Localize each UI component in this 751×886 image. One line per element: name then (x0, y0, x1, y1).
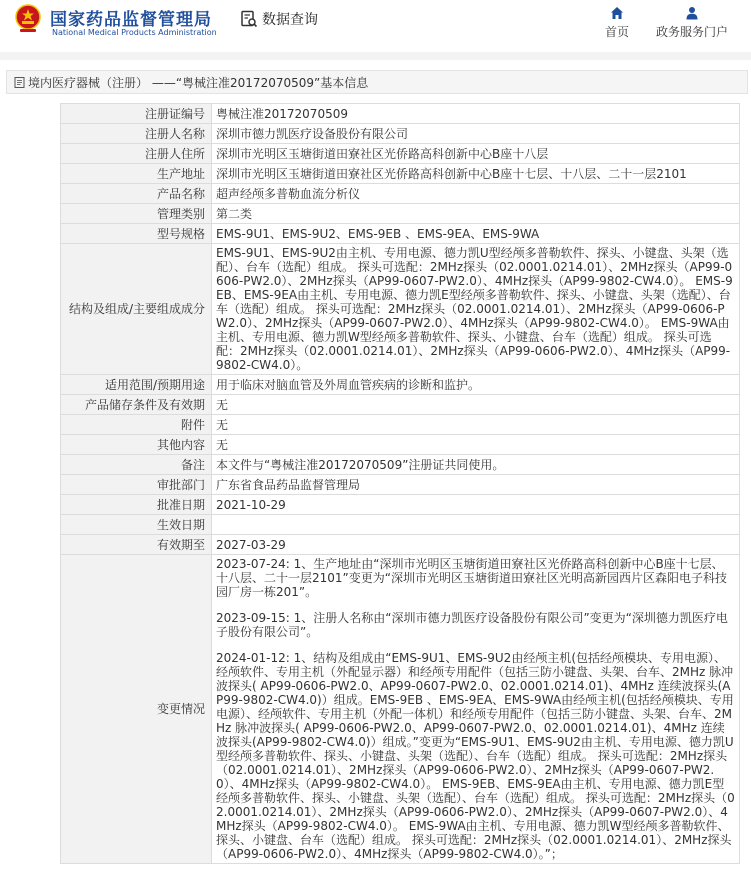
attachments: 无 (212, 415, 740, 435)
table-row (61, 144, 740, 164)
field-label: 注册证编号 (61, 104, 212, 124)
field-label: 批准日期 (61, 495, 212, 515)
table-row (61, 224, 740, 244)
brand-title-cn[interactable]: 国家药品监督管理局 (50, 10, 212, 30)
field-label: 结构及组成/主要组成成分 (61, 244, 212, 375)
table-row (61, 495, 740, 515)
field-label: 有效期至 (61, 535, 212, 555)
field-label: 产品储存条件及有效期 (61, 395, 212, 415)
storage-conditions: 无 (212, 395, 740, 415)
user-icon (685, 6, 699, 20)
table-row (61, 124, 740, 144)
production-address: 深圳市光明区玉塘街道田寮社区光侨路高科创新中心B座十七层、十八层、二十一层2101 (212, 164, 740, 184)
data-query-link[interactable] (240, 9, 318, 29)
product-name: 超声经颅多普勒血流分析仪 (212, 184, 740, 204)
table-row (61, 555, 740, 864)
field-label: 生产地址 (61, 164, 212, 184)
management-class: 第二类 (212, 204, 740, 224)
structure-composition: EMS-9U1、EMS-9U2由主机、专用电源、德力凯U型经颅多普勒软件、探头、小键盘、头架（选配）、台车（选配）组成。 探头可选配：2MHz探头（02.0001.0214.01）、2MHz探头（AP99-0606-PW2.0）、2MHz探头（AP99-0607-PW2.0）、4MHz探头（AP99-9802-CW4.0）。 EMS-9EB、EMS-9EA由主机、专用电源、德力凯E型经颅多普勒软件、探头、小键盘、头架（选配）、台车（选配）组成。 探头可选配：2MHz探头（02.0001.0214.01）、2MHz探头（AP99-0606-PW2.0）、2MHz探头（AP99-0607-PW2.0）、4MHz探头（AP99-9802-CW4.0）。 EMS-9WA由主机、专用电源、德力凯W型经颅多普勒软件、探头、小键盘、台车（选配）组成。 探头可选配：2MHz探头（02.0001.0214.01）、2MHz探头（AP99-0606-PW2.0）、4MHz探头（AP99-9802-CW4.0）。 (212, 244, 740, 375)
registrant-address: 深圳市光明区玉塘街道田寮社区光侨路高科创新中心B座十八层 (212, 144, 740, 164)
table-row (61, 104, 740, 124)
table-row (61, 204, 740, 224)
table-row (61, 164, 740, 184)
table-row (61, 435, 740, 455)
document-icon (14, 77, 25, 88)
table-row (61, 455, 740, 475)
data-query-label: 数据查询 (262, 12, 318, 28)
expiry-date: 2027-03-29 (212, 535, 740, 555)
change-entry: 2023-09-15: 1、注册人名称由“深圳市德力凯医疗设备股份有限公司”变更为“深圳德力凯医疗电子股份有限公司”。 (216, 611, 728, 639)
nav-service-label: 政务服务门户 (655, 25, 728, 39)
field-label: 产品名称 (61, 184, 212, 204)
intended-use: 用于临床对脑血管及外周血管疾病的诊断和监护。 (212, 375, 740, 395)
brand-title-en[interactable]: National Medical Products Administration (52, 28, 217, 37)
table-row (61, 415, 740, 435)
other-content: 无 (212, 435, 740, 455)
remarks: 本文件与“粤械注准20172070509”注册证共同使用。 (212, 455, 740, 475)
nav-home[interactable] (602, 6, 632, 40)
table-row (61, 184, 740, 204)
table-row (61, 244, 740, 375)
effective-date (212, 515, 740, 535)
breadcrumb (6, 70, 748, 94)
field-label: 注册人名称 (61, 124, 212, 144)
field-label: 管理类别 (61, 204, 212, 224)
change-history (212, 555, 740, 864)
breadcrumb-text: 境内医疗器械（注册） ——“粤械注准20172070509”基本信息 (28, 75, 369, 90)
nav-service-portal[interactable] (654, 6, 730, 40)
field-label: 变更情况 (61, 555, 212, 864)
table-row (61, 515, 740, 535)
field-label: 其他内容 (61, 435, 212, 455)
field-label: 审批部门 (61, 475, 212, 495)
registration-number: 粤械注准20172070509 (212, 104, 740, 124)
field-label: 注册人住所 (61, 144, 212, 164)
home-icon (610, 6, 624, 20)
table-row (61, 395, 740, 415)
table-row (61, 535, 740, 555)
change-entry: 2024-01-12: 1、结构及组成由“EMS-9U1、EMS-9U2由经颅主机(包括经颅模块、专用电源）、经颅软件、专用主机（外配显示器）和经颅专用配件（包括三防小键盘、头架、台车、2MHz 脉冲波探头( AP99-0606-PW2.0、AP99-0607-PW2.0、02.0001.0214.01)、4MHz 连续波探头(AP99-9802-CW4.0)）组成。EMS-9EB 、EMS-9EA、EMS-9WA由经颅主机(包括经颅模块、专用电源）、经颅软件、专用主机（外配一体机）和经颅专用配件（包括三防小键盘、头架、台车、2MHz 脉冲波探头( AP99-0606-PW2.0、AP99-0607-PW2.0、02.0001.0214.01)、4MHz 连续波探头(AP99-9802-CW4.0)）组成。”变更为“EMS-9U1、EMS-9U2由主机、专用电源、德力凯U型经颅多普勒软件、探头、小键盘、头架（选配）、台车（选配）组成。 探头可选配：2MHz探头（02.0001.0214.01）、2MHz探头（AP99-0606-PW2.0）、2MHz探头（AP99-0607-PW2.0）、4MHz探头（AP99-9802-CW4.0）。 EMS-9EB、EMS-9EA由主机、专用电源、德力凯E型经颅多普勒软件、探头、小键盘、头架（选配）、台车（选配）组成。 探头可选配：2MHz探头（02.0001.0214.01）、2MHz探头（AP99-0606-PW2.0）、2MHz探头（AP99-0607-PW2.0）、4MHz探头（AP99-9802-CW4.0）。 EMS-9WA由主机、专用电源、德力凯W型经颅多普勒软件、探头、小键盘、台车（选配）组成。 探头可选配：2MHz探头（02.0001.0214.01）、2MHz探头（AP99-0606-PW2.0）、4MHz探头（AP99-9802-CW4.0）。”； (216, 651, 735, 861)
field-label: 适用范围/预期用途 (61, 375, 212, 395)
field-label: 生效日期 (61, 515, 212, 535)
table-row (61, 375, 740, 395)
table-row (61, 475, 740, 495)
field-label: 备注 (61, 455, 212, 475)
approval-department: 广东省食品药品监督管理局 (212, 475, 740, 495)
site-header (0, 0, 751, 50)
field-label: 型号规格 (61, 224, 212, 244)
field-label: 附件 (61, 415, 212, 435)
nav-home-label: 首页 (604, 25, 629, 39)
model-specs: EMS-9U1、EMS-9U2、EMS-9EB 、EMS-9EA、EMS-9WA (212, 224, 740, 244)
approval-date: 2021-10-29 (212, 495, 740, 515)
change-entry: 2023-07-24: 1、生产地址由“深圳市光明区玉塘街道田寮社区光侨路高科创新中心B座十七层、十八层、二十一层2101”变更为“深圳市光明区玉塘街道田寮社区光明高新园西片区森阳电子科技园厂房一栋201”。 (216, 557, 727, 599)
national-emblem-icon (14, 4, 42, 34)
registrant-name: 深圳市德力凯医疗设备股份有限公司 (212, 124, 740, 144)
header-divider (0, 52, 751, 60)
registration-detail-table (60, 103, 740, 864)
document-search-icon (240, 10, 258, 28)
